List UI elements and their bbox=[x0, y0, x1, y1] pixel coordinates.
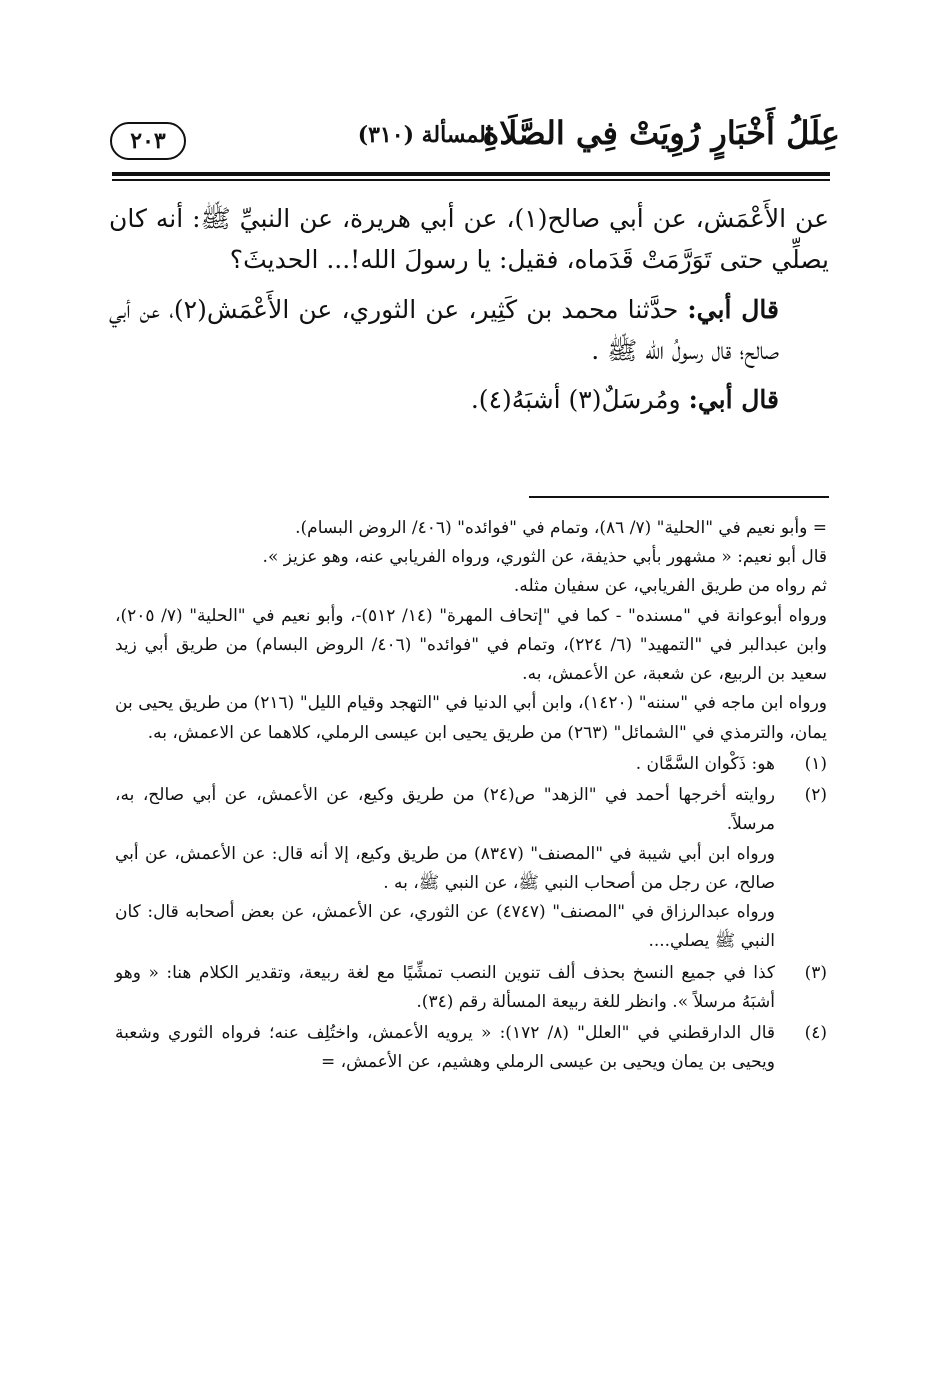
footnote-separator bbox=[529, 496, 829, 498]
speaker-label: قال أبي: bbox=[687, 294, 779, 324]
paragraph-text: ومُرسَلٌ(٣) أشبَهُ(٤). bbox=[470, 385, 681, 414]
header-rule-thick bbox=[112, 172, 830, 176]
footnote-continuation: ورواه أبوعوانة في "مسنده" - كما في "إتحاف المهرة" (١٤/ ٥١٢)-، وأبو نعيم في "الحلية" (٧/ ٢٠٥)، وابن عبدالبر في "التمهيد" (٦/ ٢٢٤)، وتمام في "فوائده" (٤٠٦/ الروض البسام) من طريق أبي زيد سعيد بن الربيع، عن شعبة، عن الأعمش، به. bbox=[115, 605, 828, 685]
footnote-text: كذا في جميع النسخ بحذف ألف تنوين النصب تمشِّيًا مع لغة ربيعة، وتقدير الكلام هنا: « وهو أشبَهُ مرسلاً ». وانظر للغة ربيعة المسألة رقم (٣٤). bbox=[115, 962, 775, 1012]
book-title: عِلَلُ أَخْبَارٍ رُوِيَتْ فِي الصَّلَاةِ bbox=[482, 114, 840, 152]
header-rule-thin bbox=[112, 179, 830, 181]
footnote-1 bbox=[115, 750, 827, 779]
footnote-2 bbox=[115, 781, 827, 956]
footnote-number: (٣) bbox=[804, 962, 827, 983]
page-number-badge bbox=[110, 122, 186, 160]
footnote-3 bbox=[115, 959, 827, 1017]
speaker-label: قال أبي: bbox=[688, 385, 779, 414]
main-paragraph-3 bbox=[109, 379, 829, 420]
footnote-continuation: قال أبو نعيم: « مشهور بأبي حذيفة، عن الثوري، ورواه الفريابي عنه، وهو عزيز ». bbox=[262, 547, 827, 568]
paragraph-text: حدَّثنا محمد بن كَثِير، عن الثوري، عن الأَعْمَش(٢)، عن أبي صالح؛ قال رسولُ الله ﷺ . bbox=[109, 294, 779, 365]
footnote-4 bbox=[115, 1019, 827, 1077]
footnote-number: (٤) bbox=[804, 1022, 827, 1043]
issue-label: المسألة (٣١٠) bbox=[357, 122, 492, 148]
page-number: ٢٠٣ bbox=[130, 128, 166, 154]
footnotes bbox=[115, 514, 827, 1077]
footnote-text: روايته أخرجها أحمد في "الزهد" ص(٢٤) من طريق وكيع، عن الأعمش، عن أبي صالح، به، مرسلاً. bbox=[115, 785, 776, 835]
footnote-text: ورواه ابن أبي شيبة في "المصنف" (٨٣٤٧) من طريق وكيع، إلا أنه قال: عن الأعمش، عن أبي صالح، عن رجل من أصحاب النبي ﷺ، عن النبي ﷺ، به . bbox=[115, 843, 775, 893]
main-text bbox=[109, 198, 829, 420]
footnote-text: قال الدارقطني في "العلل" (٨/ ١٧٢): « يرويه الأعمش، واختُلِف عنه؛ فرواه الثوري وشعبة ويحيى بن يمان ويحيى بن عيسى الرملي وهشيم، عن الأعمش، = bbox=[115, 1022, 776, 1073]
footnote-text: ورواه عبدالرزاق في "المصنف" (٤٧٤٧) عن الثوري، عن الأعمش، عن بعض أصحابه قال: كان النبي ﷺ يصلي.... bbox=[115, 902, 775, 952]
footnote-number: (٢) bbox=[804, 785, 827, 806]
main-paragraph-1: عن الأَعْمَش، عن أبي صالح(١)، عن أبي هريرة، عن النبيِّ ﷺ: أنه كان يصلِّي حتى تَوَرَّمَتْ قَدَماه، فقيل: يا رسولَ الله!... الحديثَ؟ bbox=[109, 204, 829, 275]
main-paragraph-2 bbox=[109, 289, 829, 372]
footnote-text: هو: ذَكْوان السَّمَّان . bbox=[635, 753, 775, 774]
footnote-continuation: = وأبو نعيم في "الحلية" (٧/ ٨٦)، وتمام في "فوائده" (٤٠٦/ الروض البسام). bbox=[295, 518, 827, 538]
footnote-number: (١) bbox=[804, 753, 827, 774]
page-header bbox=[100, 110, 840, 170]
footnote-continuation: ثم رواه من طريق الفريابي، عن سفيان مثله. bbox=[513, 576, 827, 597]
footnote-continuation: ورواه ابن ماجه في "سننه" (١٤٢٠)، وابن أبي الدنيا في "التهجد وقيام الليل" (٢١٦) من طريق يحيى بن يمان، والترمذي في "الشمائل" (٢٦٣) من طريق يحيى ابن عيسى الرملي، كلاهما عن الاعمش، به. bbox=[115, 693, 827, 743]
